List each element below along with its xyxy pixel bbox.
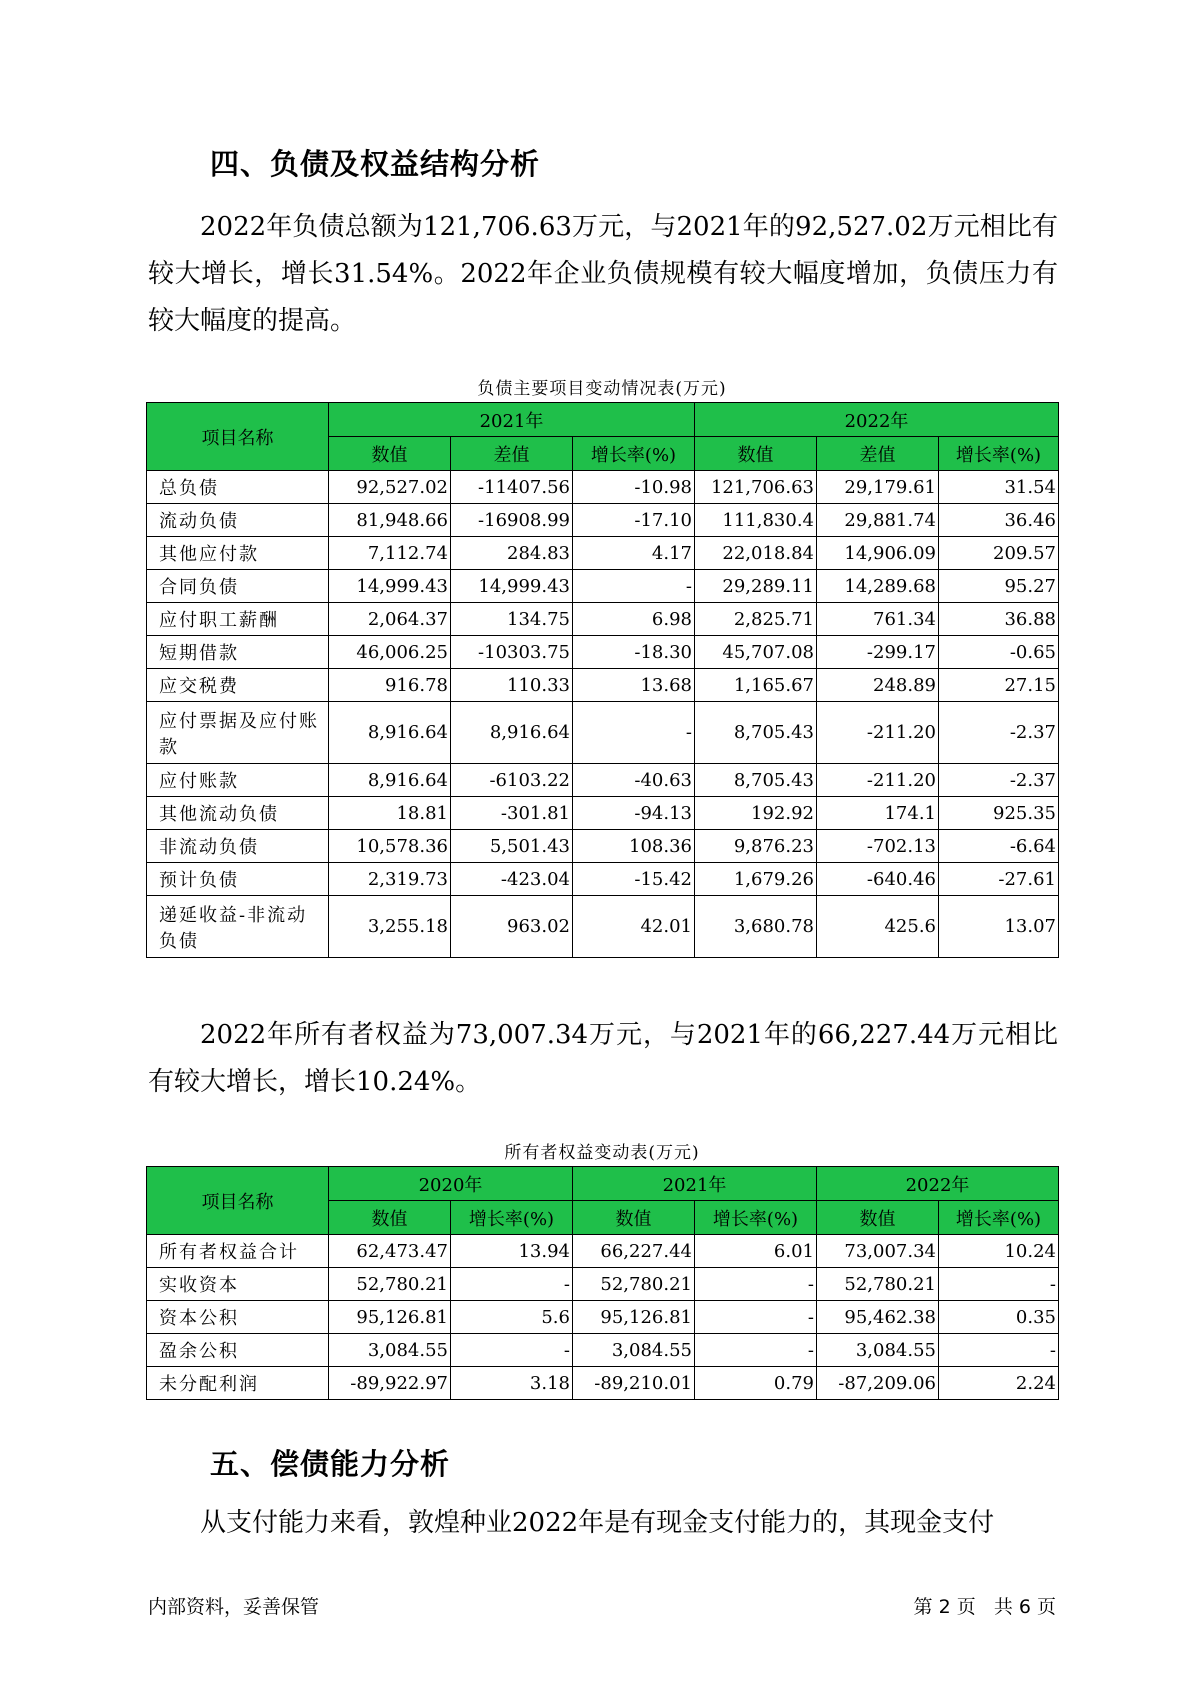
table-cell: -301.81 <box>451 797 573 830</box>
column-header: 数值 <box>695 437 817 471</box>
paragraph-text: 2022年负债总额为121,706.63万元，与2021年的92,527.02万元相比有较大增长，增长31.54%。2022年企业负债规模有较大幅度增加，负债压力有较大幅度的提高。 <box>148 212 1058 336</box>
row-label: 资本公积 <box>147 1301 329 1334</box>
table-cell: 121,706.63 <box>695 471 817 504</box>
table-cell: - <box>451 1268 573 1301</box>
page-number: 第 2 页 共 6 页 <box>913 1596 1056 1618</box>
table-cell: -89,210.01 <box>573 1367 695 1400</box>
paragraph <box>148 204 1058 345</box>
table-cell: - <box>573 702 695 764</box>
table-cell: 174.1 <box>817 797 939 830</box>
table-row <box>147 1334 1059 1367</box>
table-row <box>147 537 1059 570</box>
table-cell: 36.46 <box>939 504 1059 537</box>
year-header: 2022年 <box>817 1167 1059 1201</box>
table-cell: 8,705.43 <box>695 702 817 764</box>
table-cell: 8,916.64 <box>329 764 451 797</box>
table-row <box>147 1301 1059 1334</box>
table-cell: 1,165.67 <box>695 669 817 702</box>
column-header: 增长率(%) <box>695 1201 817 1235</box>
table-cell: 134.75 <box>451 603 573 636</box>
section-heading: 四、负债及权益结构分析 <box>210 147 541 181</box>
table-cell: 10,578.36 <box>329 830 451 863</box>
table-cell: 3,084.55 <box>329 1334 451 1367</box>
column-header: 项目名称 <box>147 403 329 471</box>
table-cell: 62,473.47 <box>329 1235 451 1268</box>
row-label: 应付职工薪酬 <box>147 603 329 636</box>
paragraph-text: 从支付能力来看，敦煌种业2022年是有现金支付能力的，其现金支付 <box>200 1508 995 1538</box>
table-cell: -0.65 <box>939 636 1059 669</box>
row-label: 应交税费 <box>147 669 329 702</box>
table-row <box>147 764 1059 797</box>
table-cell: 6.98 <box>573 603 695 636</box>
table-cell: 66,227.44 <box>573 1235 695 1268</box>
table-row <box>147 1268 1059 1301</box>
table-cell: -640.46 <box>817 863 939 896</box>
table-cell: 22,018.84 <box>695 537 817 570</box>
table-cell: 29,179.61 <box>817 471 939 504</box>
table-cell: 36.88 <box>939 603 1059 636</box>
table-cell: - <box>939 1334 1059 1367</box>
table-cell: -11407.56 <box>451 471 573 504</box>
year-header: 2021年 <box>573 1167 817 1201</box>
column-header: 数值 <box>329 1201 451 1235</box>
table-cell: 42.01 <box>573 896 695 958</box>
equity-table <box>146 1166 1059 1400</box>
column-header: 增长率(%) <box>939 437 1059 471</box>
row-label: 短期借款 <box>147 636 329 669</box>
table-cell: 425.6 <box>817 896 939 958</box>
table-cell: 29,881.74 <box>817 504 939 537</box>
column-header: 数值 <box>573 1201 695 1235</box>
table-row <box>147 896 1059 958</box>
table-row <box>147 603 1059 636</box>
table-row <box>147 471 1059 504</box>
table-cell: -89,922.97 <box>329 1367 451 1400</box>
column-header: 数值 <box>817 1201 939 1235</box>
table-cell: 13.68 <box>573 669 695 702</box>
table-cell: 95,126.81 <box>573 1301 695 1334</box>
table-row <box>147 863 1059 896</box>
table-cell: - <box>573 570 695 603</box>
table-cell: 81,948.66 <box>329 504 451 537</box>
table-cell: 2,825.71 <box>695 603 817 636</box>
table-cell: -423.04 <box>451 863 573 896</box>
paragraph-text: 2022年所有者权益为73,007.34万元，与2021年的66,227.44万元相比有较大增长，增长10.24%。 <box>148 1020 1058 1097</box>
table-caption: 负债主要项目变动情况表(万元) <box>477 379 727 399</box>
table-row <box>147 830 1059 863</box>
table-cell: 963.02 <box>451 896 573 958</box>
table-cell: -17.10 <box>573 504 695 537</box>
table-cell: 27.15 <box>939 669 1059 702</box>
column-header: 增长率(%) <box>573 437 695 471</box>
table-row <box>147 504 1059 537</box>
table-cell: -10.98 <box>573 471 695 504</box>
row-label: 应付票据及应付账款 <box>147 702 329 764</box>
row-label: 流动负债 <box>147 504 329 537</box>
table-cell: 8,916.64 <box>329 702 451 764</box>
table-cell: 108.36 <box>573 830 695 863</box>
table-cell: -299.17 <box>817 636 939 669</box>
footer-note: 内部资料，妥善保管 <box>148 1596 320 1618</box>
year-header: 2022年 <box>695 403 1059 437</box>
table-row <box>147 1235 1059 1268</box>
table-cell: - <box>451 1334 573 1367</box>
table-row <box>147 570 1059 603</box>
table-cell: -2.37 <box>939 702 1059 764</box>
table-cell: 5.6 <box>451 1301 573 1334</box>
table-cell: 4.17 <box>573 537 695 570</box>
row-label: 未分配利润 <box>147 1367 329 1400</box>
table-cell: -87,209.06 <box>817 1367 939 1400</box>
table-cell: 14,999.43 <box>329 570 451 603</box>
column-header: 增长率(%) <box>451 1201 573 1235</box>
table-cell: 3,084.55 <box>817 1334 939 1367</box>
table-cell: - <box>695 1334 817 1367</box>
table-cell: 2.24 <box>939 1367 1059 1400</box>
row-label: 预计负债 <box>147 863 329 896</box>
table-cell: 3,084.55 <box>573 1334 695 1367</box>
liability-table <box>146 402 1059 958</box>
table-cell: 46,006.25 <box>329 636 451 669</box>
table-cell: 2,319.73 <box>329 863 451 896</box>
table-cell: 3.18 <box>451 1367 573 1400</box>
year-header: 2021年 <box>329 403 695 437</box>
row-label: 递延收益-非流动负债 <box>147 896 329 958</box>
table-row <box>147 797 1059 830</box>
table-cell: 3,255.18 <box>329 896 451 958</box>
table-caption: 所有者权益变动表(万元) <box>504 1143 700 1163</box>
table-cell: -211.20 <box>817 702 939 764</box>
table-cell: -16908.99 <box>451 504 573 537</box>
table-cell: 1,679.26 <box>695 863 817 896</box>
table-cell: -211.20 <box>817 764 939 797</box>
table-cell: 7,112.74 <box>329 537 451 570</box>
table-cell: -10303.75 <box>451 636 573 669</box>
table-cell: 45,707.08 <box>695 636 817 669</box>
paragraph <box>148 1012 1058 1106</box>
table-row <box>147 702 1059 764</box>
table-cell: 10.24 <box>939 1235 1059 1268</box>
table-cell: 13.07 <box>939 896 1059 958</box>
table-cell: 2,064.37 <box>329 603 451 636</box>
column-header: 差值 <box>817 437 939 471</box>
table-cell: 761.34 <box>817 603 939 636</box>
table-cell: -702.13 <box>817 830 939 863</box>
table-cell: - <box>939 1268 1059 1301</box>
row-label: 所有者权益合计 <box>147 1235 329 1268</box>
table-cell: - <box>695 1301 817 1334</box>
table-cell: 14,906.09 <box>817 537 939 570</box>
section-heading: 五、偿债能力分析 <box>210 1447 451 1481</box>
column-header: 数值 <box>329 437 451 471</box>
row-label: 合同负债 <box>147 570 329 603</box>
column-header: 项目名称 <box>147 1167 329 1235</box>
table-cell: 29,289.11 <box>695 570 817 603</box>
table-cell: 31.54 <box>939 471 1059 504</box>
table-cell: 0.79 <box>695 1367 817 1400</box>
table-cell: 209.57 <box>939 537 1059 570</box>
table-cell: -94.13 <box>573 797 695 830</box>
table-cell: 192.92 <box>695 797 817 830</box>
table-cell: -18.30 <box>573 636 695 669</box>
table-cell: 9,876.23 <box>695 830 817 863</box>
table-cell: -6.64 <box>939 830 1059 863</box>
table-cell: 52,780.21 <box>817 1268 939 1301</box>
table-cell: 13.94 <box>451 1235 573 1268</box>
table-cell: 52,780.21 <box>573 1268 695 1301</box>
table-cell: 111,830.4 <box>695 504 817 537</box>
table-cell: 248.89 <box>817 669 939 702</box>
row-label: 总负债 <box>147 471 329 504</box>
table-cell: 916.78 <box>329 669 451 702</box>
table-row <box>147 636 1059 669</box>
table-row <box>147 1367 1059 1400</box>
table-cell: 95,126.81 <box>329 1301 451 1334</box>
row-label: 其他应付款 <box>147 537 329 570</box>
column-header: 差值 <box>451 437 573 471</box>
table-cell: -2.37 <box>939 764 1059 797</box>
table-cell: 14,999.43 <box>451 570 573 603</box>
table-cell: -6103.22 <box>451 764 573 797</box>
column-header: 增长率(%) <box>939 1201 1059 1235</box>
table-cell: 92,527.02 <box>329 471 451 504</box>
table-cell: 8,916.64 <box>451 702 573 764</box>
row-label: 实收资本 <box>147 1268 329 1301</box>
row-label: 其他流动负债 <box>147 797 329 830</box>
table-cell: -27.61 <box>939 863 1059 896</box>
table-cell: - <box>695 1268 817 1301</box>
table-cell: 0.35 <box>939 1301 1059 1334</box>
table-cell: 95.27 <box>939 570 1059 603</box>
table-cell: 95,462.38 <box>817 1301 939 1334</box>
row-label: 非流动负债 <box>147 830 329 863</box>
year-header: 2020年 <box>329 1167 573 1201</box>
paragraph <box>148 1500 1058 1547</box>
row-label: 盈余公积 <box>147 1334 329 1367</box>
table-cell: 110.33 <box>451 669 573 702</box>
table-cell: 5,501.43 <box>451 830 573 863</box>
table-cell: 8,705.43 <box>695 764 817 797</box>
table-cell: 284.83 <box>451 537 573 570</box>
table-cell: 18.81 <box>329 797 451 830</box>
table-cell: 925.35 <box>939 797 1059 830</box>
table-cell: 73,007.34 <box>817 1235 939 1268</box>
table-cell: -15.42 <box>573 863 695 896</box>
table-row <box>147 669 1059 702</box>
row-label: 应付账款 <box>147 764 329 797</box>
table-cell: 52,780.21 <box>329 1268 451 1301</box>
table-cell: 14,289.68 <box>817 570 939 603</box>
table-cell: 3,680.78 <box>695 896 817 958</box>
table-cell: -40.63 <box>573 764 695 797</box>
table-cell: 6.01 <box>695 1235 817 1268</box>
